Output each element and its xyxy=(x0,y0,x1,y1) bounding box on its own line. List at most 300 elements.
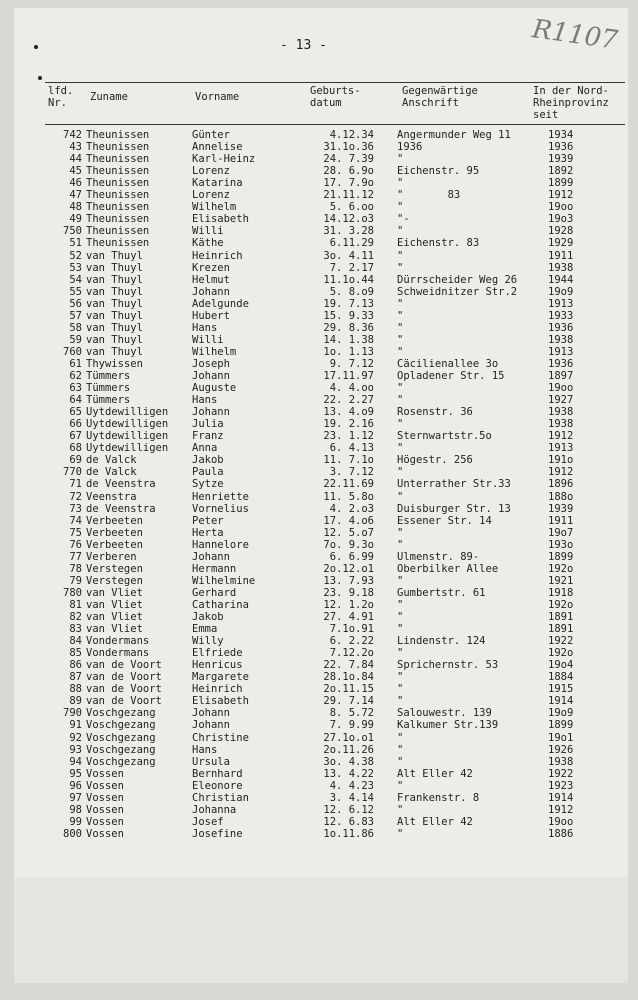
cell-anschrift: Frankenstr. 8 xyxy=(397,791,480,804)
table-row xyxy=(0,322,638,334)
cell-nr: 62 xyxy=(69,370,82,382)
cell-anschrift: " xyxy=(397,647,404,660)
cell-vorname: Hans xyxy=(192,321,218,334)
cell-geburtsdatum: 3o. 4.38 xyxy=(323,755,374,768)
cell-nr: 58 xyxy=(69,321,82,334)
cell-vorname: Catharina xyxy=(192,598,249,611)
cell-geburtsdatum: 7. 9.99 xyxy=(329,719,374,732)
cell-nr: 85 xyxy=(69,647,82,660)
cell-geburtsdatum: 19. 2.16 xyxy=(323,418,374,431)
cell-vorname: Willi xyxy=(192,225,224,238)
cell-jahr: 19oo xyxy=(548,815,574,828)
cell-zuname: Verbeeten xyxy=(86,526,143,539)
cell-jahr: 1892 xyxy=(548,165,574,178)
cell-geburtsdatum: 23. 1.12 xyxy=(323,430,374,443)
cell-anschrift: " xyxy=(397,538,404,551)
cell-zuname: Theunissen xyxy=(86,177,150,190)
cell-jahr: 19o4 xyxy=(548,659,574,672)
cell-vorname: Elisabeth xyxy=(192,213,249,226)
cell-geburtsdatum: 6. 4.13 xyxy=(329,442,374,455)
cell-nr: 750 xyxy=(63,225,82,238)
cell-geburtsdatum: 21.11.12 xyxy=(323,189,374,202)
cell-jahr: 191o xyxy=(548,454,574,467)
cell-zuname: van Vliet xyxy=(86,598,143,611)
cell-geburtsdatum: 1o.11.86 xyxy=(323,827,374,840)
cell-nr: 92 xyxy=(69,731,82,744)
cell-nr: 86 xyxy=(69,659,82,672)
table-row xyxy=(0,744,638,756)
cell-vorname: Hannelore xyxy=(192,538,249,551)
cell-geburtsdatum: 8. 5.72 xyxy=(329,707,374,720)
cell-geburtsdatum: 31. 3.28 xyxy=(323,225,374,238)
cell-geburtsdatum: 31.1o.36 xyxy=(323,141,374,154)
cell-anschrift: Alt Eller 42 xyxy=(397,767,473,780)
cell-jahr: 1912 xyxy=(548,189,574,202)
cell-geburtsdatum: 29. 8.36 xyxy=(323,321,374,334)
cell-geburtsdatum: 6. 2.22 xyxy=(329,635,374,648)
cell-zuname: Tümmers xyxy=(86,394,131,407)
table-row xyxy=(0,298,638,310)
cell-anschrift: Unterrather Str.33 xyxy=(397,478,511,491)
header-top-rule xyxy=(45,82,625,83)
cell-anschrift: Gumbertstr. 61 xyxy=(397,586,486,599)
cell-geburtsdatum: 4. 2.o3 xyxy=(329,502,374,515)
cell-vorname: Käthe xyxy=(192,237,224,250)
cell-vorname: Margarete xyxy=(192,671,249,684)
cell-nr: 61 xyxy=(69,357,82,370)
cell-anschrift: Opladener Str. 15 xyxy=(397,370,505,382)
cell-nr: 742 xyxy=(63,129,82,141)
table-row xyxy=(0,611,638,623)
table-row xyxy=(0,286,638,298)
cell-geburtsdatum: 27. 4.91 xyxy=(323,611,374,623)
cell-anschrift: " xyxy=(397,382,404,395)
cell-nr: 760 xyxy=(63,345,82,358)
cell-zuname: Voschgezang xyxy=(86,719,156,732)
cell-nr: 43 xyxy=(69,141,82,154)
table-row xyxy=(0,394,638,406)
table-row xyxy=(0,177,638,189)
cell-geburtsdatum: 15. 9.33 xyxy=(323,309,374,322)
cell-jahr: 19o3 xyxy=(548,213,574,226)
cell-anschrift: 1936 xyxy=(397,141,423,154)
cell-anschrift: " xyxy=(397,827,404,840)
cell-vorname: Hermann xyxy=(192,562,237,575)
cell-zuname: van Vliet xyxy=(86,623,143,636)
cell-geburtsdatum: 11.1o.44 xyxy=(323,273,374,286)
cell-anschrift: " xyxy=(397,683,404,696)
cell-nr: 83 xyxy=(69,623,82,636)
cell-jahr: 1938 xyxy=(548,755,574,768)
cell-jahr: 1918 xyxy=(548,586,574,599)
cell-jahr: 1891 xyxy=(548,611,574,623)
table-row xyxy=(0,575,638,587)
cell-vorname: Peter xyxy=(192,514,224,527)
cell-jahr: 1936 xyxy=(548,321,574,334)
cell-geburtsdatum: 6. 6.99 xyxy=(329,550,374,563)
cell-nr: 99 xyxy=(69,815,82,828)
cell-jahr: 1938 xyxy=(548,261,574,274)
cell-jahr: 1913 xyxy=(548,297,574,310)
table-row xyxy=(0,683,638,695)
cell-vorname: Christian xyxy=(192,791,249,804)
table-row xyxy=(0,659,638,671)
cell-anschrift: " xyxy=(397,153,404,166)
cell-jahr: 1914 xyxy=(548,695,574,708)
cell-zuname: Theunissen xyxy=(86,165,150,178)
cell-geburtsdatum: 17.11.97 xyxy=(323,370,374,382)
cell-anschrift: Cäcilienallee 3o xyxy=(397,357,499,370)
cell-geburtsdatum: 3. 7.12 xyxy=(329,466,374,479)
cell-vorname: Willy xyxy=(192,635,224,648)
cell-anschrift: " xyxy=(397,755,404,768)
cell-geburtsdatum: 4. 4.23 xyxy=(329,779,374,792)
table-row xyxy=(0,262,638,274)
cell-nr: 47 xyxy=(69,189,82,202)
table-row xyxy=(0,382,638,394)
cell-jahr: 1913 xyxy=(548,345,574,358)
cell-zuname: Verberen xyxy=(86,550,137,563)
cell-zuname: Uytdewilligen xyxy=(86,430,169,443)
table-row xyxy=(0,804,638,816)
cell-anschrift: Duisburger Str. 13 xyxy=(397,502,511,515)
cell-anschrift: " xyxy=(397,574,404,587)
cell-nr: 780 xyxy=(63,586,82,599)
cell-zuname: Theunissen xyxy=(86,213,150,226)
table-row xyxy=(0,599,638,611)
cell-vorname: Johann xyxy=(192,707,230,720)
cell-jahr: 1923 xyxy=(548,779,574,792)
cell-zuname: van de Voort xyxy=(86,671,162,684)
cell-vorname: Elfriede xyxy=(192,647,243,660)
cell-vorname: Hubert xyxy=(192,309,230,322)
cell-nr: 79 xyxy=(69,574,82,587)
cell-zuname: van Vliet xyxy=(86,586,143,599)
cell-geburtsdatum: 2o.12.o1 xyxy=(323,562,374,575)
cell-jahr: 19o9 xyxy=(548,707,574,720)
table-row xyxy=(0,539,638,551)
cell-jahr: 1927 xyxy=(548,394,574,407)
cell-nr: 63 xyxy=(69,382,82,395)
cell-nr: 73 xyxy=(69,502,82,515)
table-row xyxy=(0,310,638,322)
cell-jahr: 1896 xyxy=(548,478,574,491)
table-row xyxy=(0,346,638,358)
cell-zuname: de Valck xyxy=(86,466,137,479)
cell-anschrift: " xyxy=(397,249,404,262)
cell-anschrift: " xyxy=(397,803,404,816)
cell-jahr: 1936 xyxy=(548,141,574,154)
cell-jahr: 19o7 xyxy=(548,526,574,539)
cell-nr: 53 xyxy=(69,261,82,274)
cell-geburtsdatum: 9. 7.12 xyxy=(329,357,374,370)
cell-nr: 96 xyxy=(69,779,82,792)
cell-nr: 49 xyxy=(69,213,82,226)
cell-zuname: Voschgezang xyxy=(86,755,156,768)
cell-jahr: 1939 xyxy=(548,502,574,515)
cell-jahr: 19oo xyxy=(548,382,574,395)
cell-geburtsdatum: 5. 8.o9 xyxy=(329,285,374,298)
table-row xyxy=(0,828,638,840)
table-row xyxy=(0,551,638,563)
cell-nr: 66 xyxy=(69,418,82,431)
cell-anschrift: Alt Eller 42 xyxy=(397,815,473,828)
cell-vorname: Wilhelm xyxy=(192,345,237,358)
cell-vorname: Helmut xyxy=(192,273,230,286)
cell-anschrift: " xyxy=(397,345,404,358)
cell-anschrift: " xyxy=(397,466,404,479)
cell-zuname: Voschgezang xyxy=(86,743,156,756)
cell-vorname: Johann xyxy=(192,370,230,382)
cell-vorname: Willi xyxy=(192,333,224,346)
table-row xyxy=(0,527,638,539)
cell-anschrift: " xyxy=(397,490,404,503)
cell-vorname: Krezen xyxy=(192,261,230,274)
cell-nr: 65 xyxy=(69,406,82,419)
table-row xyxy=(0,334,638,346)
cell-geburtsdatum: 7.1o.91 xyxy=(329,623,374,636)
cell-zuname: Verstegen xyxy=(86,574,143,587)
cell-vorname: Vornelius xyxy=(192,502,249,515)
cell-vorname: Katarina xyxy=(192,177,243,190)
cell-jahr: 1884 xyxy=(548,671,574,684)
table-row xyxy=(0,418,638,430)
cell-vorname: Wilhelm xyxy=(192,201,237,214)
cell-zuname: Vossen xyxy=(86,803,124,816)
cell-nr: 93 xyxy=(69,743,82,756)
cell-anschrift: " xyxy=(397,394,404,407)
cell-vorname: Johann xyxy=(192,550,230,563)
cell-jahr: 1912 xyxy=(548,430,574,443)
cell-vorname: Josef xyxy=(192,815,224,828)
cell-geburtsdatum: 22. 7.84 xyxy=(323,659,374,672)
cell-anschrift: " xyxy=(397,695,404,708)
table-row xyxy=(0,430,638,442)
cell-geburtsdatum: 27.1o.o1 xyxy=(323,731,374,744)
cell-vorname: Paula xyxy=(192,466,224,479)
cell-zuname: Voschgezang xyxy=(86,707,156,720)
cell-anschrift: " xyxy=(397,671,404,684)
table-row xyxy=(0,189,638,201)
cell-vorname: Johann xyxy=(192,406,230,419)
cell-geburtsdatum: 22. 2.27 xyxy=(323,394,374,407)
cell-zuname: van Thuyl xyxy=(86,297,143,310)
cell-anschrift: Ulmenstr. 89- xyxy=(397,550,480,563)
cell-anschrift: Sprichernstr. 53 xyxy=(397,659,499,672)
cell-zuname: Veenstra xyxy=(86,490,137,503)
table-row xyxy=(0,237,638,249)
cell-vorname: Auguste xyxy=(192,382,237,395)
cell-geburtsdatum: 13. 4.o9 xyxy=(323,406,374,419)
table-row xyxy=(0,563,638,575)
table-row xyxy=(0,370,638,382)
archive-reference: R1107 xyxy=(530,14,620,56)
cell-jahr: 1911 xyxy=(548,249,574,262)
cell-nr: 76 xyxy=(69,538,82,551)
table-row xyxy=(0,635,638,647)
header-rheinprovinz: In der Nord- Rheinprovinz seit xyxy=(533,85,609,121)
cell-vorname: Johann xyxy=(192,285,230,298)
cell-geburtsdatum: 3. 4.14 xyxy=(329,791,374,804)
cell-anschrift: " xyxy=(397,442,404,455)
header-bottom-rule xyxy=(45,124,625,125)
cell-jahr: 1933 xyxy=(548,309,574,322)
cell-vorname: Henricus xyxy=(192,659,243,672)
table-row xyxy=(0,756,638,768)
cell-vorname: Lorenz xyxy=(192,189,230,202)
cell-jahr: 1944 xyxy=(548,273,574,286)
table-row xyxy=(0,153,638,165)
cell-zuname: Tümmers xyxy=(86,382,131,395)
cell-geburtsdatum: 11. 5.8o xyxy=(323,490,374,503)
cell-nr: 74 xyxy=(69,514,82,527)
table-row xyxy=(0,442,638,454)
cell-nr: 72 xyxy=(69,490,82,503)
cell-jahr: 1912 xyxy=(548,466,574,479)
cell-jahr: 1897 xyxy=(548,370,574,382)
cell-anschrift: "- xyxy=(397,213,410,226)
cell-jahr: 1921 xyxy=(548,574,574,587)
cell-geburtsdatum: 13. 4.22 xyxy=(323,767,374,780)
cell-jahr: 1913 xyxy=(548,442,574,455)
cell-zuname: Verbeeten xyxy=(86,514,143,527)
cell-vorname: Joseph xyxy=(192,357,230,370)
cell-anschrift: " xyxy=(397,333,404,346)
cell-jahr: 193o xyxy=(548,538,574,551)
cell-geburtsdatum: 2o.11.26 xyxy=(323,743,374,756)
table-row xyxy=(0,587,638,599)
cell-anschrift: Sternwartstr.5o xyxy=(397,430,492,443)
cell-jahr: 1929 xyxy=(548,237,574,250)
page-fold xyxy=(14,878,628,983)
cell-zuname: Theunissen xyxy=(86,201,150,214)
cell-zuname: van Thuyl xyxy=(86,309,143,322)
header-vorname: Vorname xyxy=(195,91,240,103)
cell-jahr: 1922 xyxy=(548,767,574,780)
cell-zuname: van Thuyl xyxy=(86,285,143,298)
cell-anschrift: Schweidnitzer Str.2 xyxy=(397,285,518,298)
cell-nr: 44 xyxy=(69,153,82,166)
cell-vorname: Gerhard xyxy=(192,586,237,599)
cell-vorname: Jakob xyxy=(192,611,224,623)
cell-geburtsdatum: 13. 7.93 xyxy=(323,574,374,587)
cell-geburtsdatum: 29. 7.14 xyxy=(323,695,374,708)
cell-zuname: van de Voort xyxy=(86,659,162,672)
cell-nr: 68 xyxy=(69,442,82,455)
cell-zuname: Theunissen xyxy=(86,153,150,166)
table-row xyxy=(0,816,638,828)
cell-geburtsdatum: 1o. 1.13 xyxy=(323,345,374,358)
punch-mark xyxy=(34,45,38,49)
cell-vorname: Julia xyxy=(192,418,224,431)
cell-geburtsdatum: 12. 5.o7 xyxy=(323,526,374,539)
cell-jahr: 19o9 xyxy=(548,285,574,298)
table-row xyxy=(0,515,638,527)
cell-jahr: 1938 xyxy=(548,406,574,419)
cell-nr: 82 xyxy=(69,611,82,623)
cell-jahr: 192o xyxy=(548,598,574,611)
cell-vorname: Annelise xyxy=(192,141,243,154)
cell-anschrift: " xyxy=(397,177,404,190)
cell-zuname: van Thuyl xyxy=(86,321,143,334)
table-row xyxy=(0,671,638,683)
cell-anschrift: " 83 xyxy=(397,189,461,202)
cell-jahr: 1891 xyxy=(548,623,574,636)
cell-nr: 54 xyxy=(69,273,82,286)
cell-anschrift: " xyxy=(397,418,404,431)
table-row xyxy=(0,274,638,286)
cell-nr: 89 xyxy=(69,695,82,708)
cell-zuname: Vossen xyxy=(86,827,124,840)
cell-vorname: Jakob xyxy=(192,454,224,467)
cell-zuname: Verstegen xyxy=(86,562,143,575)
cell-zuname: van de Voort xyxy=(86,695,162,708)
cell-geburtsdatum: 7. 2.17 xyxy=(329,261,374,274)
cell-anschrift: " xyxy=(397,309,404,322)
cell-geburtsdatum: 11. 7.1o xyxy=(323,454,374,467)
cell-vorname: Lorenz xyxy=(192,165,230,178)
cell-jahr: 1928 xyxy=(548,225,574,238)
cell-vorname: Ursula xyxy=(192,755,230,768)
cell-zuname: Vondermans xyxy=(86,647,150,660)
cell-vorname: Josefine xyxy=(192,827,243,840)
cell-zuname: van Thuyl xyxy=(86,249,143,262)
cell-nr: 56 xyxy=(69,297,82,310)
cell-zuname: Uytdewilligen xyxy=(86,442,169,455)
cell-vorname: Heinrich xyxy=(192,249,243,262)
cell-zuname: van Thuyl xyxy=(86,333,143,346)
table-row xyxy=(0,358,638,370)
cell-anschrift: Angermunder Weg 11 xyxy=(397,129,511,141)
cell-jahr: 1899 xyxy=(548,177,574,190)
cell-zuname: Theunissen xyxy=(86,225,150,238)
cell-nr: 55 xyxy=(69,285,82,298)
cell-geburtsdatum: 4. 4.oo xyxy=(329,382,374,395)
table-row xyxy=(0,719,638,731)
cell-jahr: 192o xyxy=(548,562,574,575)
cell-jahr: 1938 xyxy=(548,333,574,346)
cell-zuname: de Veenstra xyxy=(86,478,156,491)
cell-jahr: 1939 xyxy=(548,153,574,166)
header-anschrift: Gegenwärtige Anschrift xyxy=(402,85,478,109)
table-row xyxy=(0,695,638,707)
cell-nr: 91 xyxy=(69,719,82,732)
header-geburtsdatum: Geburts- datum xyxy=(310,85,361,109)
cell-nr: 87 xyxy=(69,671,82,684)
cell-vorname: Hans xyxy=(192,394,218,407)
cell-anschrift: " xyxy=(397,611,404,623)
table-row xyxy=(0,623,638,635)
table-row xyxy=(0,141,638,153)
cell-zuname: Vossen xyxy=(86,791,124,804)
cell-anschrift: " xyxy=(397,201,404,214)
cell-geburtsdatum: 7.12.2o xyxy=(329,647,374,660)
punch-mark xyxy=(38,76,42,80)
cell-anschrift: " xyxy=(397,526,404,539)
cell-nr: 84 xyxy=(69,635,82,648)
cell-zuname: Voschgezang xyxy=(86,731,156,744)
cell-geburtsdatum: 24. 7.39 xyxy=(323,153,374,166)
cell-nr: 59 xyxy=(69,333,82,346)
cell-nr: 57 xyxy=(69,309,82,322)
cell-nr: 770 xyxy=(63,466,82,479)
cell-geburtsdatum: 28.1o.84 xyxy=(323,671,374,684)
cell-geburtsdatum: 7o. 9.3o xyxy=(323,538,374,551)
cell-geburtsdatum: 17. 4.o6 xyxy=(323,514,374,527)
cell-nr: 77 xyxy=(69,550,82,563)
cell-geburtsdatum: 28. 6.9o xyxy=(323,165,374,178)
cell-zuname: Vossen xyxy=(86,779,124,792)
